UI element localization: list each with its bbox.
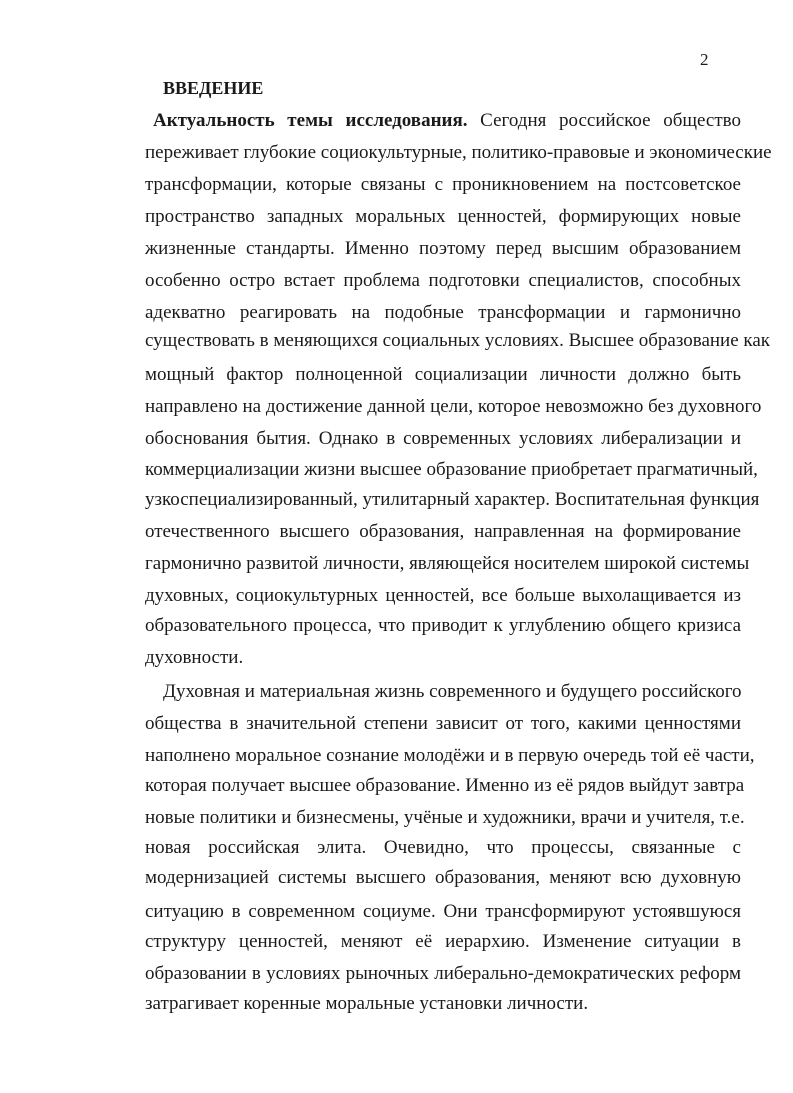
paragraph-line: духовных, социокультурных ценностей, все больше выхолащивается из xyxy=(145,585,741,606)
paragraph-line: трансформации, которые связаны с проникновением на постсоветское xyxy=(145,174,741,195)
paragraph-line: структуру ценностей, меняют её иерархию. Изменение ситуации в xyxy=(145,931,741,952)
paragraph-line: обоснования бытия. Однако в современных условиях либерализации и xyxy=(145,428,741,449)
paragraph-line: образовательного процесса, что приводит к углублению общего кризиса xyxy=(145,615,741,636)
page-number: 2 xyxy=(700,50,709,69)
lead-rest: Сегодня российское общество xyxy=(467,110,742,131)
paragraph-line: которая получает высшее образование. Именно из её рядов выйдут завтра xyxy=(145,775,745,796)
paragraph-line: затрагивает коренные моральные установки личности. xyxy=(145,993,589,1014)
paragraph-line: коммерциализации жизни высшее образование приобретает прагматичный, xyxy=(145,459,758,480)
paragraph-line: Духовная и материальная жизнь современного и будущего российского xyxy=(163,681,742,702)
paragraph-line: образовании в условиях рыночных либерально-демократических реформ xyxy=(145,963,741,984)
paragraph-line: общества в значительной степени зависит от того, какими ценностями xyxy=(145,713,741,734)
paragraph-line: переживает глубокие социокультурные, политико-правовые и экономические xyxy=(145,142,772,163)
paragraph-line: мощный фактор полноценной социализации личности должно быть xyxy=(145,364,741,385)
paragraph-line: духовности. xyxy=(145,647,244,668)
paragraph-line: особенно остро встает проблема подготовки специалистов, способных xyxy=(145,270,741,291)
section-heading: ВВЕДЕНИЕ xyxy=(163,78,264,98)
paragraph-line: модернизацией системы высшего образования, меняют всю духовную xyxy=(145,867,741,888)
paragraph-line: новые политики и бизнесмены, учёные и художники, врачи и учителя, т.е. xyxy=(145,807,745,828)
paragraph-line: адекватно реагировать на подобные трансформации и гармонично xyxy=(145,302,741,323)
lead-phrase: Актуальность темы исследования. xyxy=(153,110,468,131)
paragraph-line: наполнено моральное сознание молодёжи и в первую очередь той её части, xyxy=(145,745,755,766)
paragraph-line: жизненные стандарты. Именно поэтому перед высшим образованием xyxy=(145,238,741,259)
paragraph-line: ситуацию в современном социуме. Они трансформируют устоявшуюся xyxy=(145,901,741,922)
paragraph-line: пространство западных моральных ценностей, формирующих новые xyxy=(145,206,741,227)
paragraph-line: направлено на достижение данной цели, которое невозможно без духовного xyxy=(145,396,762,417)
paragraph-line: отечественного высшего образования, направленная на формирование xyxy=(145,521,741,542)
paragraph-line: существовать в меняющихся социальных условиях. Высшее образование как xyxy=(145,330,771,351)
paragraph-line: новая российская элита. Очевидно, что процессы, связанные с xyxy=(145,837,741,858)
paragraph-line xyxy=(153,110,741,132)
paragraph-line: узкоспециализированный, утилитарный характер. Воспитательная функция xyxy=(145,489,760,510)
paragraph-line: гармонично развитой личности, являющейся носителем широкой системы xyxy=(145,553,750,574)
